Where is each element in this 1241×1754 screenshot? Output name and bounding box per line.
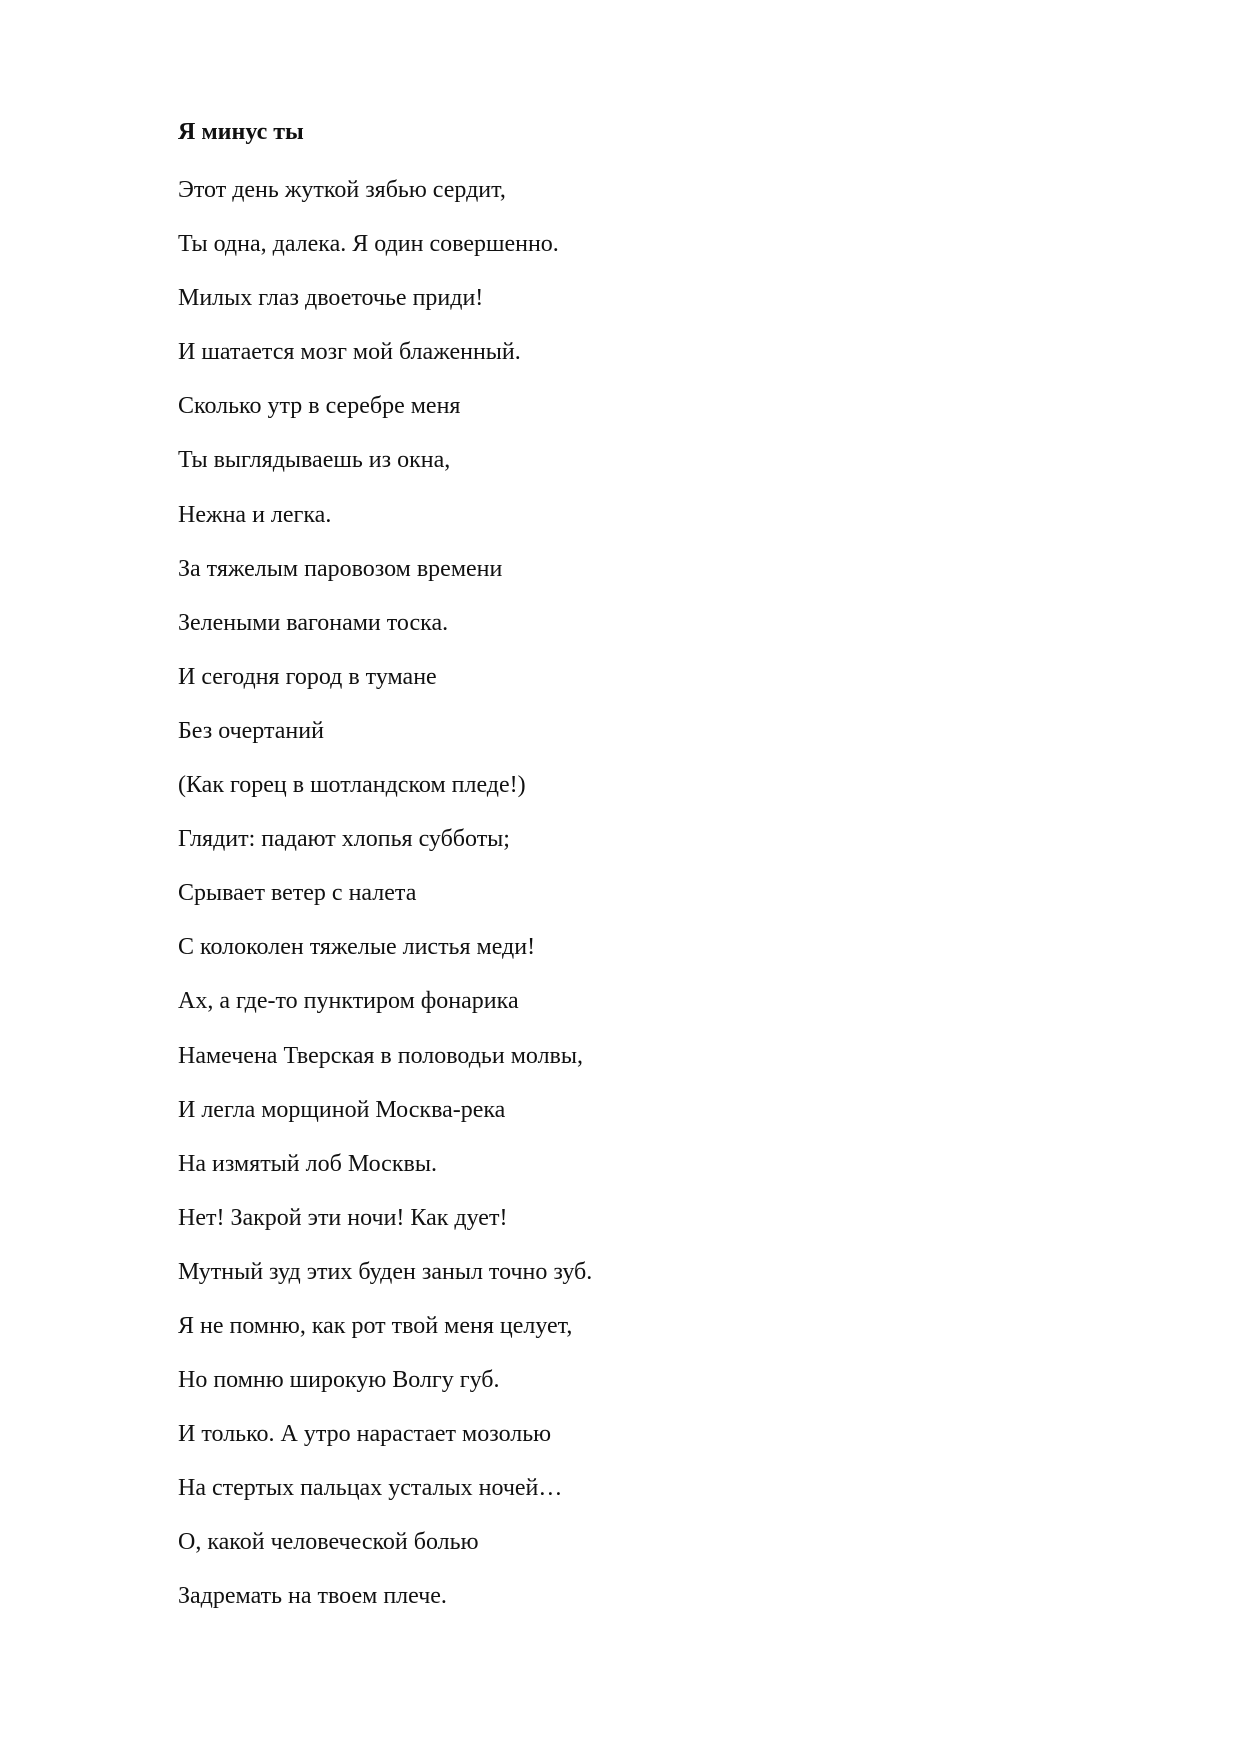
poem-line: Намечена Тверская в половодьи молвы, — [178, 1042, 584, 1069]
poem-line: Этот день жуткой зябью сердит, — [178, 177, 506, 203]
poem-line: Нежна и легка. — [178, 501, 332, 528]
poem-line: И шатается мозг мой блаженный. — [178, 339, 521, 366]
poem-line: Нет! Закрой эти ночи! Как дует! — [178, 1204, 508, 1231]
poem-line: За тяжелым паровозом времени — [178, 555, 503, 582]
poem-line: И сегодня город в тумане — [178, 663, 437, 690]
poem-line: Срывает ветер с налета — [178, 880, 417, 907]
poem-line: С колоколен тяжелые листья меди! — [178, 934, 536, 961]
poem-line: На стертых пальцах усталых ночей… — [178, 1475, 563, 1502]
poem-line: И только. А утро нарастает мозолью — [178, 1421, 552, 1448]
poem-title: Я минус ты — [178, 119, 304, 145]
poem-line: И легла морщиной Москва-река — [178, 1096, 506, 1123]
poem-line: Я не помню, как рот твой меня целует, — [178, 1312, 573, 1339]
poem-line: Ах, а где-то пунктиром фонарика — [178, 988, 519, 1015]
poem-line: Без очертаний — [178, 717, 324, 744]
poem-body — [178, 174, 592, 1635]
poem-line: Сколько утр в серебре меня — [178, 393, 461, 420]
poem-line: Задремать на твоем плече. — [178, 1583, 447, 1610]
poem-line: Мутный зуд этих буден заныл точно зуб. — [178, 1258, 593, 1285]
poem-line: Милых глаз двоеточье приди! — [178, 285, 484, 312]
poem-line: Ты одна, далека. Я один совершенно. — [178, 231, 559, 258]
poem-line: Глядит: падают хлопья субботы; — [178, 826, 510, 853]
poem-line: О, какой человеческой болью — [178, 1529, 479, 1556]
poem-line: Ты выглядываешь из окна, — [178, 447, 451, 474]
poem-line: Но помню широкую Волгу губ. — [178, 1367, 500, 1394]
poem-line: (Как горец в шотландском пледе!) — [178, 772, 526, 799]
poem-line: На измятый лоб Москвы. — [178, 1150, 437, 1177]
poem-line: Зелеными вагонами тоска. — [178, 609, 449, 636]
